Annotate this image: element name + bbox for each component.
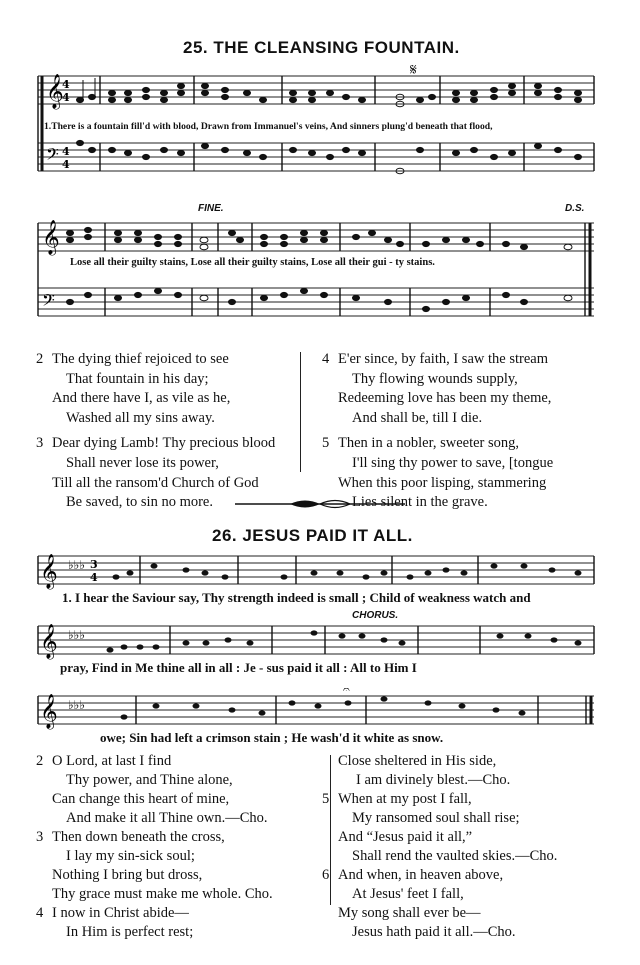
verse-line: Nothing I bring but dross, bbox=[52, 867, 203, 883]
svg-text:𝄞: 𝄞 bbox=[40, 694, 58, 729]
hymn-26-lyric-line-3: owe; Sin had left a crimson stain ; He wash'd it white as snow. bbox=[100, 730, 444, 745]
verse-line: Can change this heart of mine, bbox=[52, 791, 230, 807]
svg-text:𝄢: 𝄢 bbox=[42, 290, 55, 314]
verse-line: And shall be, till I die. bbox=[352, 409, 483, 426]
verse-line: My ransomed soul shall rise; bbox=[352, 810, 520, 826]
verse-number: 6 bbox=[322, 867, 330, 883]
verse-line: Shall rend the vaulted skies.—Cho. bbox=[352, 848, 558, 864]
verse-number: 2 bbox=[36, 753, 44, 769]
ornamental-divider bbox=[0, 494, 640, 514]
verse-line: I am divinely blest.—Cho. bbox=[356, 772, 511, 788]
verse-number: 2 bbox=[36, 351, 44, 367]
verse-line: That fountain in his day; bbox=[66, 370, 209, 387]
verse-line: And when, in heaven above, bbox=[338, 867, 504, 883]
hymn-25-verses-left bbox=[36, 350, 275, 513]
hymn-26-verses-right bbox=[322, 752, 558, 942]
svg-text:𝄞: 𝄞 bbox=[40, 624, 58, 659]
verse-line: Be saved, to sin no more. bbox=[66, 494, 213, 511]
verse-line: The dying thief rejoiced to see bbox=[52, 351, 229, 367]
verse-number: 3 bbox=[36, 829, 44, 845]
verse-number: 4 bbox=[322, 351, 330, 367]
fine-marking: FINE. bbox=[198, 203, 224, 214]
column-divider bbox=[300, 352, 301, 472]
verse-line: Thy grace must make me whole. Cho. bbox=[52, 886, 273, 902]
verse-line: O Lord, at last I find bbox=[52, 753, 172, 769]
hymn-26-title: 26. JESUS PAID IT ALL. bbox=[212, 526, 413, 545]
svg-text:𝄞: 𝄞 bbox=[46, 74, 64, 109]
hymn-25-lyric-line-1: 1.There is a fountain fill'd with blood, Drawn from Immanuel's veins, And sinners plung'd beneath that flood, bbox=[44, 121, 493, 132]
verse-line: Dear dying Lamb! Thy precious blood bbox=[52, 435, 276, 452]
verse-number: 4 bbox=[36, 905, 44, 921]
hymn-25-system-1 bbox=[0, 0, 640, 200]
verse-line: And there have I, as vile as he, bbox=[52, 390, 231, 407]
svg-text:4: 4 bbox=[62, 158, 70, 171]
verse-line: I lay my sin-sick soul; bbox=[66, 848, 195, 864]
hymn-26-lyric-line-1: 1. I hear the Saviour say, Thy strength indeed is small ; Child of weakness watch and bbox=[62, 590, 531, 605]
verse-number: 5 bbox=[322, 435, 330, 452]
verse-line: My song shall ever be— bbox=[338, 905, 481, 921]
verse-line: Thy flowing wounds supply, bbox=[352, 370, 518, 387]
chorus-marking: CHORUS. bbox=[352, 610, 399, 621]
verse-line: Close sheltered in His side, bbox=[338, 753, 497, 769]
hymn-26-lyric-line-2: pray, Find in Me thine all in all : Je - sus paid it all : All to Him I bbox=[60, 660, 417, 675]
svg-text:𝄞: 𝄞 bbox=[40, 554, 58, 589]
svg-text:𝄞: 𝄞 bbox=[42, 220, 60, 255]
verse-line: At Jesus' feet I fall, bbox=[352, 886, 464, 902]
hymn-26-verses-left bbox=[36, 752, 273, 942]
verse-number: 3 bbox=[36, 435, 44, 452]
verse-line: I'll sing thy power to save, [tongue bbox=[352, 454, 554, 471]
verse-line: Then in a nobler, sweeter song, bbox=[338, 435, 520, 452]
ds-marking: D.S. bbox=[565, 203, 585, 214]
verse-line: Washed all my sins away. bbox=[66, 409, 215, 426]
svg-text:𝄐: 𝄐 bbox=[343, 688, 350, 696]
svg-text:4: 4 bbox=[62, 91, 70, 104]
svg-text:♭♭♭: ♭♭♭ bbox=[68, 558, 85, 572]
verse-line: Lies silent in the grave. bbox=[352, 494, 488, 511]
hymn-25-title: 25. THE CLEANSING FOUNTAIN. bbox=[183, 38, 460, 57]
verse-line: I now in Christ abide— bbox=[52, 905, 189, 921]
verse-number: 5 bbox=[322, 791, 330, 807]
verse-line: When this poor lisping, stammering bbox=[338, 474, 547, 491]
svg-text:3: 3 bbox=[90, 558, 98, 571]
verse-line: Shall never lose its power, bbox=[66, 454, 219, 471]
svg-text:4: 4 bbox=[62, 78, 70, 91]
svg-text:4: 4 bbox=[90, 571, 98, 584]
segno-sign: 𝄋 bbox=[410, 60, 417, 79]
verse-line: Then down beneath the cross, bbox=[52, 829, 225, 845]
svg-text:♭♭♭: ♭♭♭ bbox=[68, 628, 85, 642]
verse-line: E'er since, by faith, I saw the stream bbox=[338, 351, 548, 367]
verse-line: And make it all Thine own.—Cho. bbox=[66, 810, 268, 826]
verse-line: Thy power, and Thine alone, bbox=[66, 772, 233, 788]
svg-text:𝄢: 𝄢 bbox=[46, 144, 59, 168]
svg-text:4: 4 bbox=[62, 145, 70, 158]
verse-line: When at my post I fall, bbox=[338, 791, 472, 807]
hymn-25-lyric-line-2: Lose all their guilty stains, Lose all their guilty stains, Lose all their gui - ty stains. bbox=[70, 257, 435, 268]
verse-line: Till all the ransom'd Church of God bbox=[52, 474, 259, 491]
verse-line: In Him is perfect rest; bbox=[66, 924, 194, 940]
hymn-25-system-2 bbox=[0, 205, 640, 345]
verse-line: Jesus hath paid it all.—Cho. bbox=[352, 924, 516, 940]
verse-line: Redeeming love has been my theme, bbox=[338, 390, 552, 407]
svg-text:♭♭♭: ♭♭♭ bbox=[68, 698, 85, 712]
verse-line: And “Jesus paid it all,” bbox=[338, 829, 473, 845]
hymn-25-verses-right bbox=[322, 350, 553, 513]
